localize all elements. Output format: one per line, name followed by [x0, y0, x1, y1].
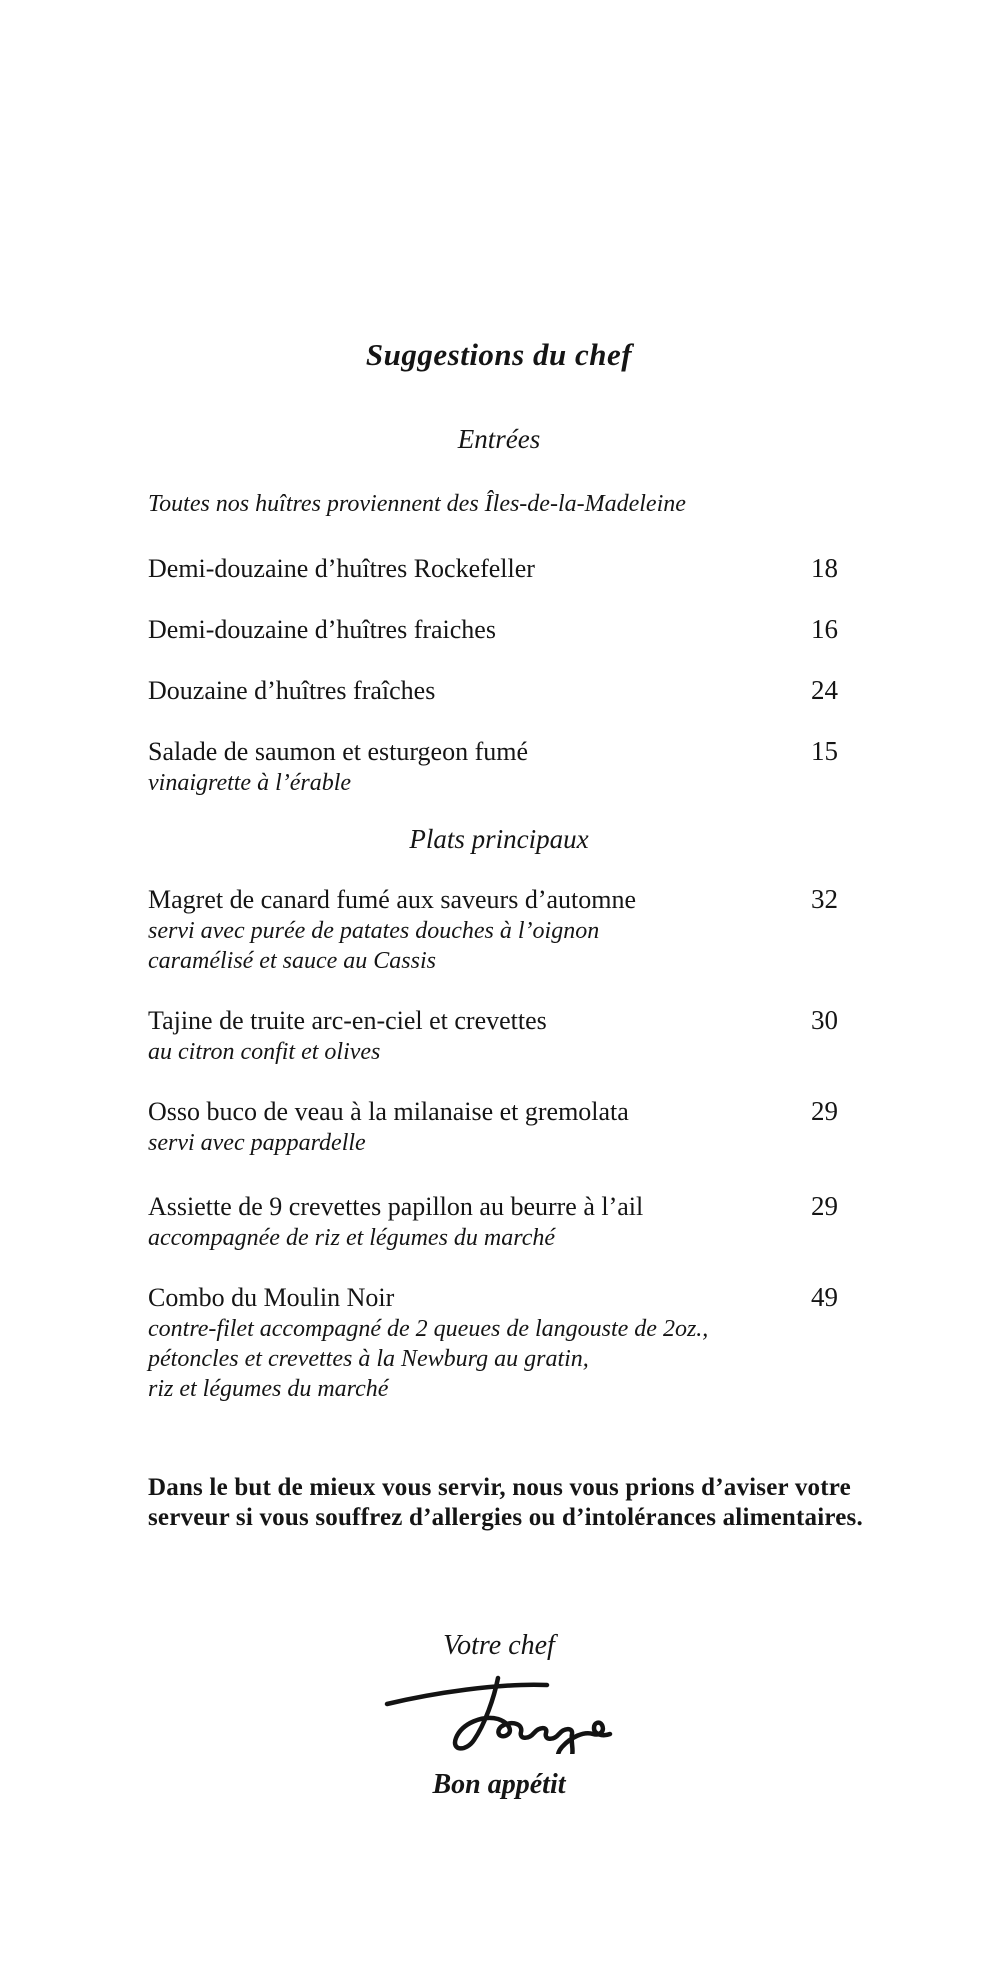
page-title: Suggestions du chef	[365, 337, 633, 372]
item-description-line: pétoncles et crevettes à la Newburg au gratin,	[148, 1346, 589, 1372]
item-name: Demi-douzaine d’huîtres Rockefeller	[148, 554, 535, 583]
closing-bon-appetit: Bon appétit	[432, 1769, 566, 1800]
item-name: Osso buco de veau à la milanaise et gremolata	[148, 1097, 629, 1126]
menu-item	[148, 883, 850, 976]
menu-item	[148, 735, 850, 798]
item-description-line: accompagnée de riz et légumes du marché	[148, 1225, 555, 1251]
item-row	[148, 1190, 850, 1223]
menu-item	[148, 613, 850, 646]
item-row	[148, 883, 850, 916]
item-name: Salade de saumon et esturgeon fumé	[148, 737, 529, 766]
item-description-line: caramélisé et sauce au Cassis	[148, 948, 436, 974]
item-description-line: riz et légumes du marché	[148, 1376, 389, 1402]
item-row	[148, 613, 850, 646]
item-description-line: au citron confit et olives	[148, 1039, 381, 1065]
menu-item	[148, 1095, 850, 1158]
item-row	[148, 1281, 850, 1314]
section-heading-plats: Plats principaux	[409, 824, 589, 854]
item-price: 15	[811, 736, 838, 766]
item-price: 29	[811, 1096, 838, 1126]
allergy-notice	[148, 1473, 863, 1533]
item-description-line: servi avec pappardelle	[148, 1130, 366, 1156]
menu-item	[148, 1281, 850, 1404]
item-name: Tajine de truite arc-en-ciel et crevettes	[148, 1006, 547, 1035]
item-row	[148, 1004, 850, 1037]
signature-wrap	[148, 1668, 850, 1759]
item-name: Demi-douzaine d’huîtres fraiches	[148, 615, 496, 644]
item-name: Combo du Moulin Noir	[148, 1283, 395, 1312]
item-name: Assiette de 9 crevettes papillon au beurre à l’ail	[148, 1192, 644, 1221]
menu-content	[148, 0, 863, 1802]
section-note-oysters: Toutes nos huîtres proviennent des Îles-de-la-Madeleine	[148, 491, 686, 517]
menu-item	[148, 552, 850, 585]
item-row	[148, 1095, 850, 1128]
item-name: Douzaine d’huîtres fraîches	[148, 676, 436, 705]
item-price: 30	[811, 1005, 838, 1035]
item-row	[148, 552, 850, 585]
item-price: 29	[811, 1191, 838, 1221]
item-description-line: servi avec purée de patates douches à l’oignon	[148, 918, 600, 944]
menu-item	[148, 674, 850, 707]
menu-item	[148, 1004, 850, 1067]
item-description-line: contre-filet accompagné de 2 queues de langouste de 2oz.,	[148, 1316, 709, 1342]
item-row	[148, 735, 850, 768]
item-name: Magret de canard fumé aux saveurs d’automne	[148, 885, 637, 914]
item-description-line: vinaigrette à l’érable	[148, 770, 352, 796]
allergy-notice-line: Dans le but de mieux vous servir, nous vous prions d’aviser votre	[148, 1474, 851, 1501]
item-price: 24	[811, 675, 838, 705]
item-price: 18	[811, 553, 838, 583]
chef-signature-icon	[381, 1668, 617, 1754]
menu-item	[148, 1190, 850, 1253]
section-heading-entrees: Entrées	[457, 424, 541, 454]
item-row	[148, 674, 850, 707]
item-price: 16	[811, 614, 838, 644]
item-price: 32	[811, 884, 838, 914]
item-price: 49	[811, 1282, 838, 1312]
allergy-notice-line: serveur si vous souffrez d’allergies ou d’intolérances alimentaires.	[148, 1504, 863, 1531]
closing-chef-label: Votre chef	[443, 1630, 555, 1661]
